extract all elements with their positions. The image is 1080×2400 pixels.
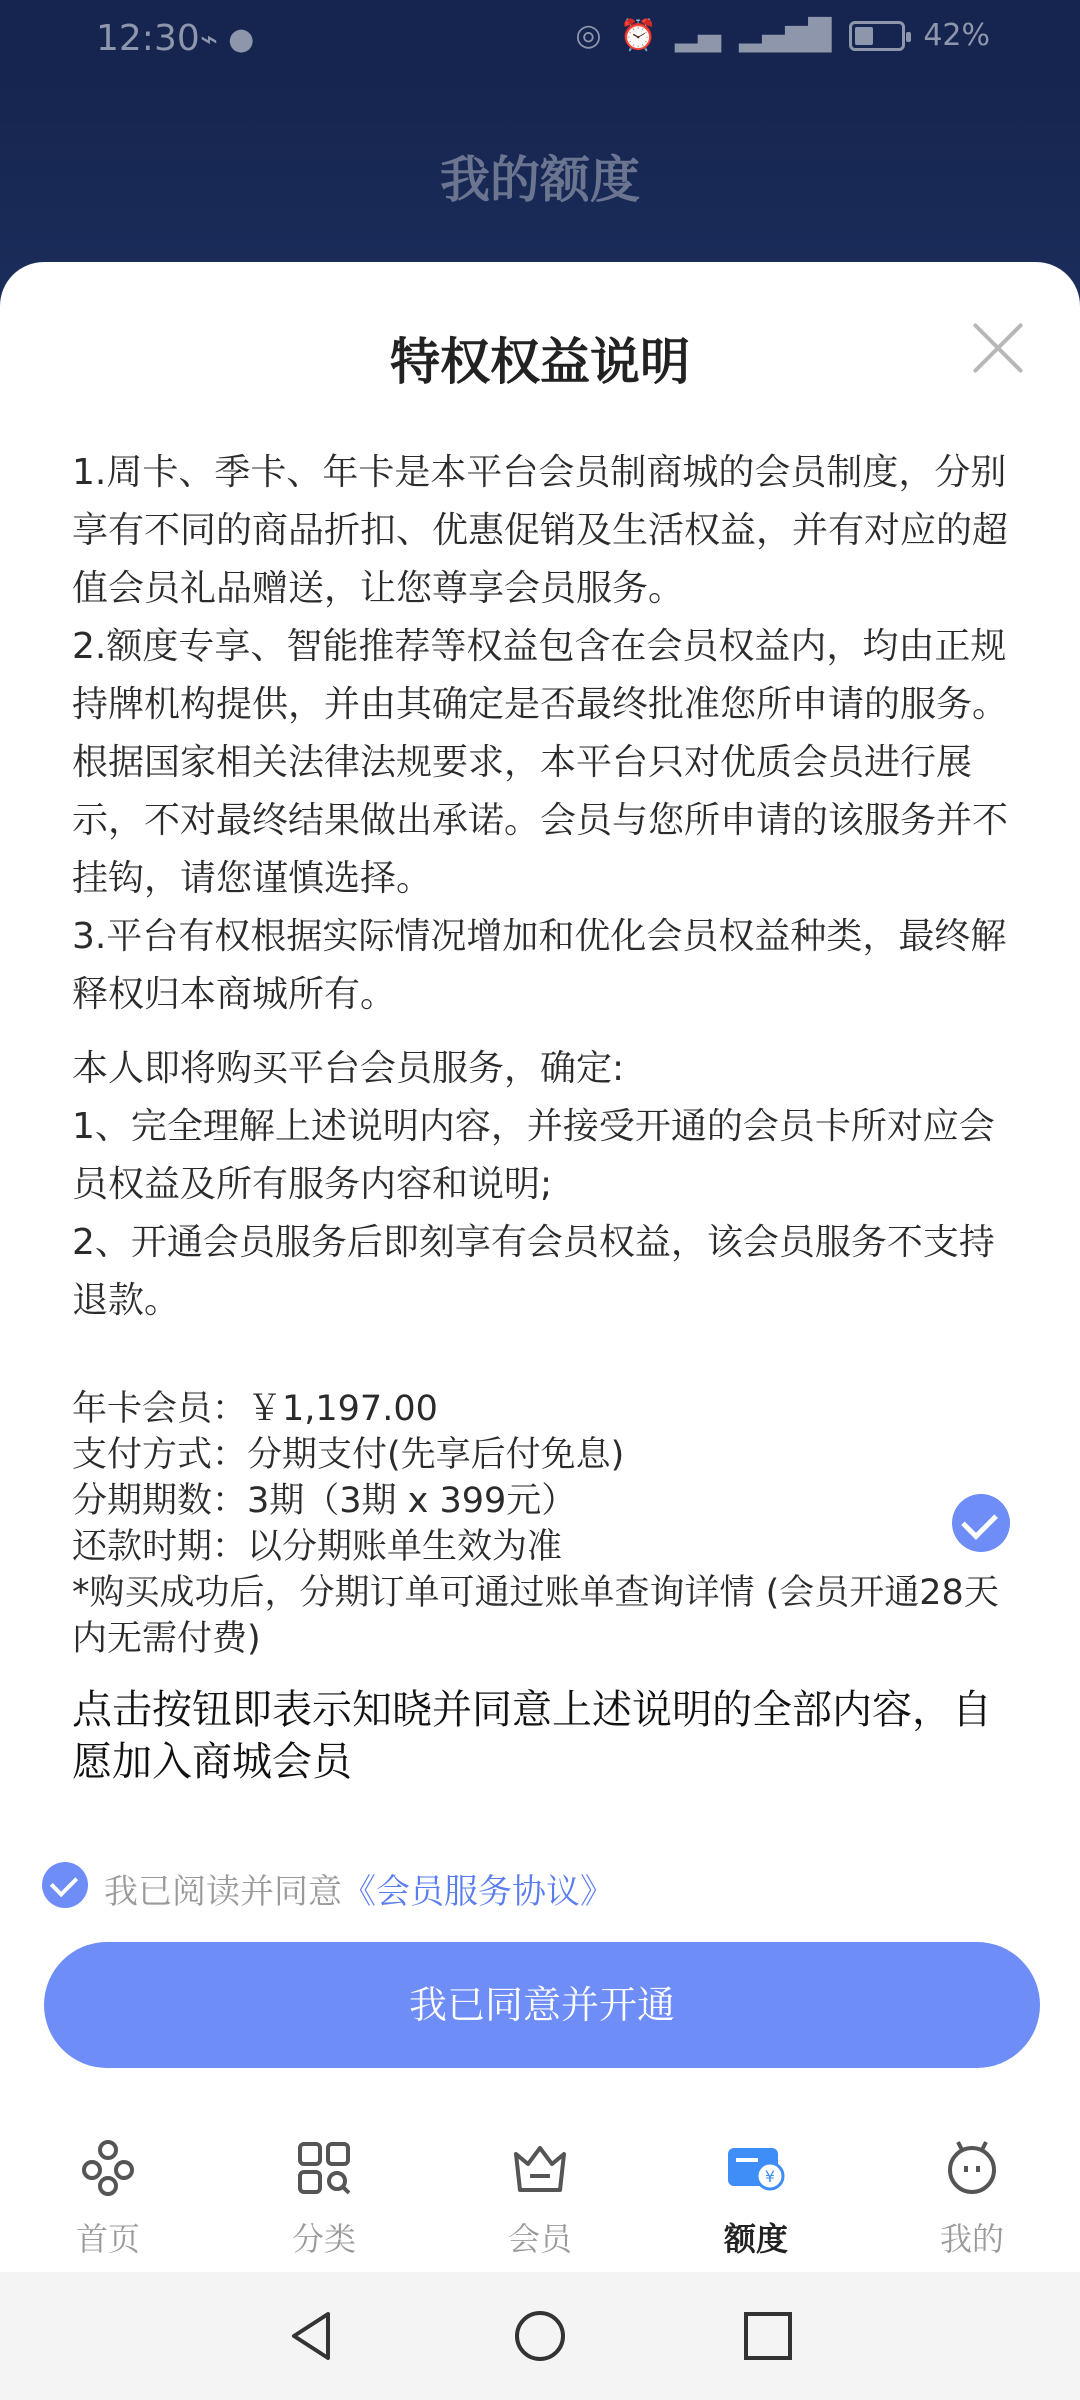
- bottom-tab-bar: [0, 2110, 1080, 2272]
- plan-installments: 分期期数：3期（3期 x 399元）: [72, 1481, 577, 1521]
- tab-category[interactable]: [216, 2110, 432, 2272]
- plan-repayment: 还款时期：以分期账单生效为准: [72, 1527, 563, 1567]
- tab-member[interactable]: [432, 2110, 648, 2272]
- status-bar: [0, 0, 1080, 80]
- plan-selected-check-icon[interactable]: [952, 1494, 1010, 1552]
- tab-label: 会员: [507, 2220, 572, 2258]
- message-icon: ●: [228, 22, 255, 57]
- description-paragraph: 3.平台有权根据实际情况增加和优化会员权益种类，最终解释权归本商城所有。: [72, 916, 1007, 1015]
- tab-label: 分类: [291, 2220, 356, 2258]
- signal-app-icon: ⌁: [200, 22, 219, 57]
- category-icon: [292, 2136, 356, 2200]
- nfc-icon: ◎: [575, 18, 602, 53]
- privilege-dialog: [0, 262, 1080, 2272]
- cell-signal-icon: ▂▄▆█: [739, 18, 832, 53]
- service-agreement-link[interactable]: 《会员服务协议》: [342, 1872, 614, 1912]
- status-time: 12:30: [96, 18, 200, 59]
- status-notification-icons: [200, 22, 254, 57]
- dialog-title: 特权权益说明: [390, 333, 690, 391]
- tab-label: 首页: [75, 2220, 140, 2258]
- plan-payment-method: 支付方式：分期支付(先享后付免息): [72, 1435, 625, 1475]
- confirmation-line: 2、开通会员服务后即刻享有会员权益，该会员服务不支持退款。: [72, 1222, 995, 1321]
- description-paragraph: 1.周卡、季卡、年卡是本平台会员制商城的会员制度，分别享有不同的商品折扣、优惠促销及生活权益，并有对应的超值会员礼品赠送，让您尊享会员服务。: [72, 452, 1009, 609]
- plan-price: 年卡会员：￥1,197.00: [72, 1389, 438, 1429]
- confirmation-line: 1、完全理解上述说明内容，并接受开通的会员卡所对应会员权益及所有服务内容和说明;: [72, 1106, 995, 1205]
- close-icon[interactable]: [968, 318, 1028, 378]
- home-nav-icon[interactable]: [510, 2306, 570, 2366]
- alarm-icon: ⏰: [619, 18, 657, 53]
- tab-home[interactable]: [0, 2110, 216, 2272]
- recents-icon[interactable]: [738, 2306, 798, 2366]
- page-title: 我的额度: [440, 151, 640, 209]
- agreement-notice: 点击按钮即表示知晓并同意上述说明的全部内容，自愿加入商城会员: [72, 1687, 992, 1785]
- tab-label: 额度: [723, 2220, 788, 2258]
- plan-details: [72, 1386, 1018, 1662]
- confirmation-line: 本人即将购买平台会员服务，确定:: [72, 1048, 625, 1089]
- app-header: [0, 80, 1080, 280]
- system-nav-bar: [0, 2272, 1080, 2400]
- privilege-description: [72, 444, 1018, 1024]
- tab-label: 我的: [939, 2220, 1004, 2258]
- battery-icon: [849, 21, 905, 51]
- tab-profile[interactable]: [864, 2110, 1080, 2272]
- agree-text: 我已阅读并同意: [104, 1872, 342, 1912]
- description-paragraph: 2.额度专享、智能推荐等权益包含在会员权益内，均由正规持牌机构提供，并由其确定是否最终批准您所申请的服务。根据国家相关法律法规要求，本平台只对优质会员进行展示，不对最终结果做出承诺。会员与您所申请的该服务并不挂钩，请您谨慎选择。: [72, 626, 1009, 899]
- member-icon: [508, 2136, 572, 2200]
- agree-and-activate-button[interactable]: 我已同意并开通: [44, 1942, 1040, 2068]
- profile-icon: [940, 2136, 1004, 2200]
- home-icon: [76, 2136, 140, 2200]
- battery-percent: 42%: [923, 18, 990, 53]
- agree-row: [104, 1864, 614, 1913]
- plan-note: *购买成功后，分期订单可通过账单查询详情 (会员开通28天内无需付费): [72, 1573, 999, 1659]
- battery-fill: [855, 27, 873, 45]
- svg-text:¥: ¥: [764, 2167, 776, 2186]
- status-right: [575, 18, 990, 53]
- quota-icon: [724, 2136, 788, 2200]
- purchase-confirmation: [72, 1040, 1018, 1330]
- wifi-off-icon: ▂▄: [674, 18, 722, 53]
- agree-checkbox[interactable]: [42, 1862, 88, 1908]
- back-icon[interactable]: [282, 2306, 342, 2366]
- tab-quota[interactable]: [648, 2110, 864, 2272]
